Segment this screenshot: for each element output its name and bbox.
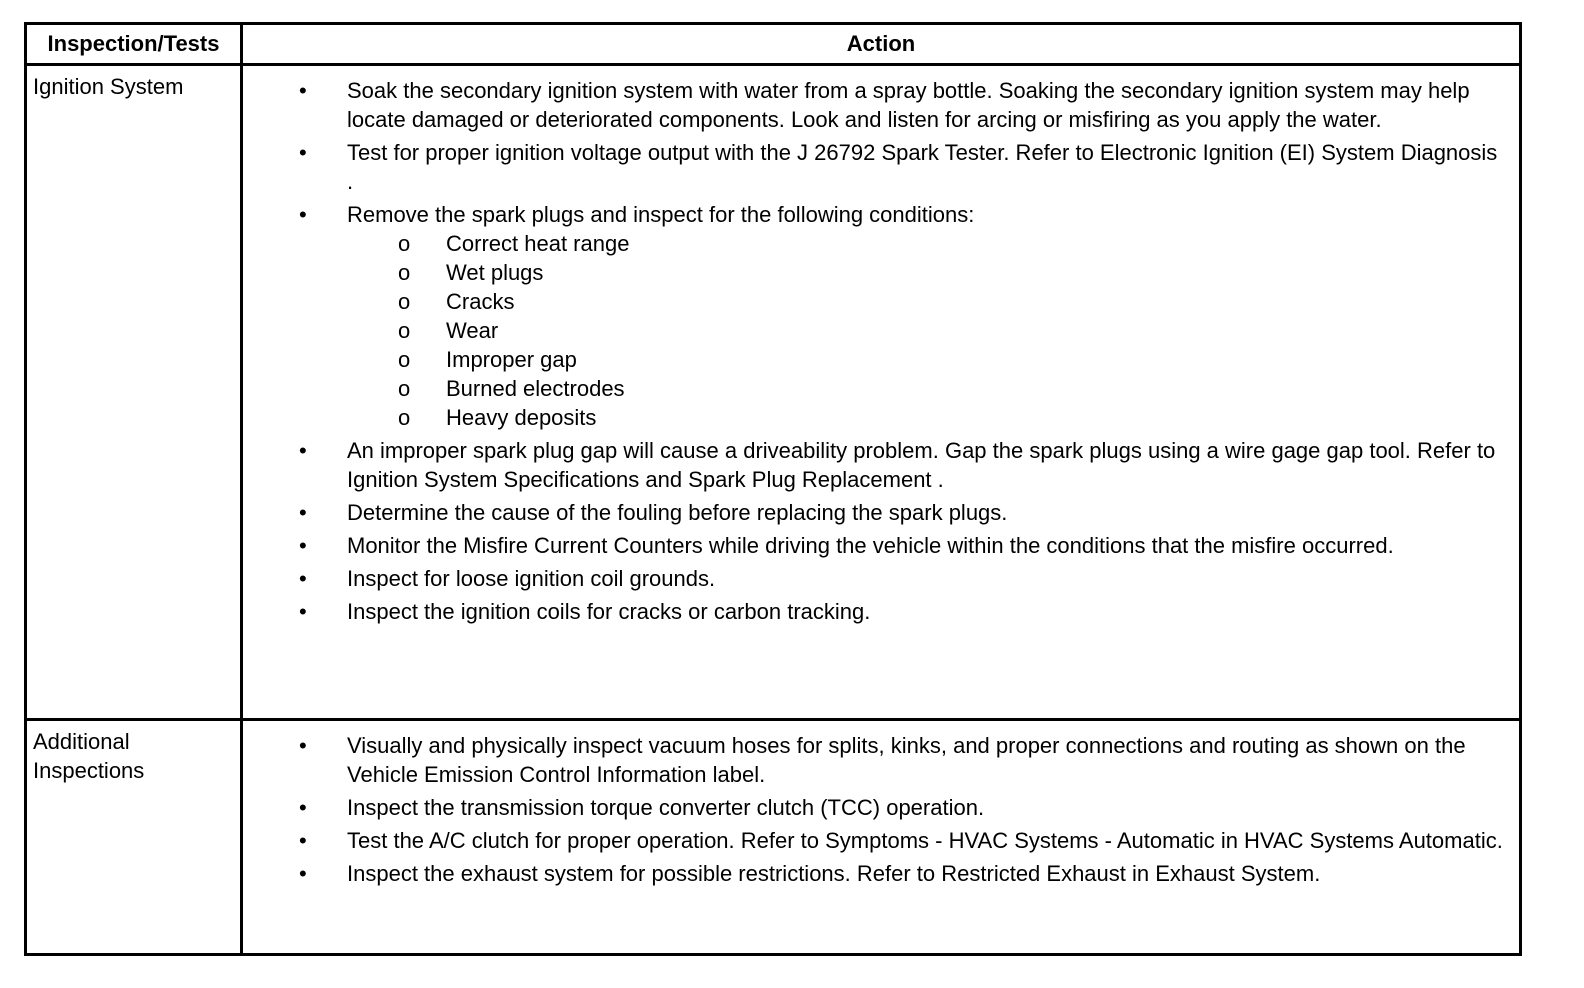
inspection-table (24, 22, 1522, 956)
list-item: • Determine the cause of the fouling before replacing the spark plugs. (243, 498, 1505, 527)
table-header-row (26, 24, 1521, 65)
header-action: Action (242, 24, 1521, 65)
additional-action-list (243, 731, 1505, 888)
sub-list-item: o Cracks (347, 287, 1505, 316)
list-item-spark-plug-conditions (243, 200, 1505, 432)
row-label-line: Additional (33, 729, 130, 754)
list-item: • An improper spark plug gap will cause a driveability problem. Gap the spark plugs using a wire gage gap tool. Refer to Ignition System Specifications and Spark Plug Replacement . (243, 436, 1505, 494)
list-item: • Visually and physically inspect vacuum hoses for splits, kinks, and proper connections and routing as shown on the Vehicle Emission Control Information label. (243, 731, 1505, 789)
sub-list-item: o Correct heat range (347, 229, 1505, 258)
sub-list-item: o Improper gap (347, 345, 1505, 374)
list-item: • Inspect for loose ignition coil grounds. (243, 564, 1505, 593)
list-item-text: Remove the spark plugs and inspect for the following conditions: (347, 202, 975, 227)
row-label-ignition-system: Ignition System (26, 65, 242, 720)
sub-list-item: o Burned electrodes (347, 374, 1505, 403)
actions-ignition-system (242, 65, 1521, 720)
list-item: • Inspect the transmission torque converter clutch (TCC) operation. (243, 793, 1505, 822)
spark-plug-conditions-list (347, 229, 1505, 432)
row-label-line: Inspections (33, 758, 145, 783)
sub-list-item: o Wear (347, 316, 1505, 345)
list-item: • Inspect the ignition coils for cracks or carbon tracking. (243, 597, 1505, 626)
row-label-additional-inspections (26, 720, 242, 955)
sub-list-item: o Wet plugs (347, 258, 1505, 287)
sub-list-item: o Heavy deposits (347, 403, 1505, 432)
header-inspection-tests: Inspection/Tests (26, 24, 242, 65)
ignition-action-list (243, 76, 1505, 626)
list-item: • Test the A/C clutch for proper operation. Refer to Symptoms - HVAC Systems - Automatic in HVAC Systems Automatic. (243, 826, 1505, 855)
list-item: • Inspect the exhaust system for possible restrictions. Refer to Restricted Exhaust in Exhaust System. (243, 859, 1505, 888)
table-row-additional-inspections (26, 720, 1521, 955)
table-row-ignition-system (26, 65, 1521, 720)
actions-additional-inspections (242, 720, 1521, 955)
list-item: • Test for proper ignition voltage output with the J 26792 Spark Tester. Refer to Electronic Ignition (EI) System Diagnosis . (243, 138, 1505, 196)
list-item: • Soak the secondary ignition system with water from a spray bottle. Soaking the secondary ignition system may help locate damaged or deteriorated components. Look and listen for arcing or misfiring as you apply the water. (243, 76, 1505, 134)
list-item: • Monitor the Misfire Current Counters while driving the vehicle within the conditions that the misfire occurred. (243, 531, 1505, 560)
